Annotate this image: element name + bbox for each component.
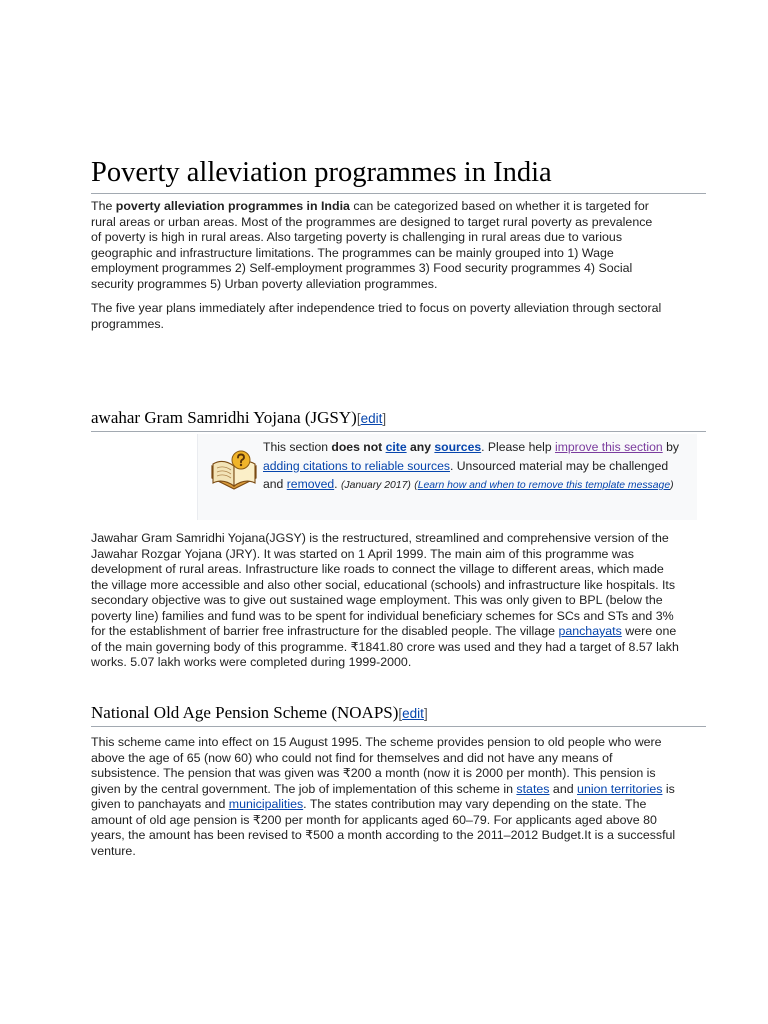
sources-link[interactable]: sources — [434, 440, 482, 454]
learn-remove-template-link[interactable]: Learn how and when to remove this template message — [417, 480, 671, 491]
jgsy-edit-link[interactable]: edit — [360, 411, 383, 426]
improve-section-link[interactable]: improve this section — [555, 440, 663, 454]
noaps-paragraph: This scheme came into effect on 15 August 1995. The scheme provides pension to old people who were above the age of 65 (now 60) who could not find for themselves and did not have any means of subsistence. The pension that was given was ₹200 a month (now it is 2000 per month). This pension is given by the central government. The job of implementation of this scheme in states and union territories is given to panchayats and municipalities. The states contribution may vary depending on the state. The amount of old age pension is ₹200 per month for applicants aged 60–79. For applicants aged above 80 years, the amount has been revised to ₹500 a month according to the 2011–2012 Budget.It is a successful venture. — [91, 735, 676, 858]
panchayats-link[interactable]: panchayats — [558, 624, 622, 638]
page-title: Poverty alleviation programmes in India — [91, 156, 706, 194]
states-link[interactable]: states — [516, 781, 550, 796]
noaps-edit-link[interactable]: edit — [402, 706, 424, 721]
unsourced-notice-box — [197, 434, 697, 520]
intro-text-post: can be categorized based on whether it is targeted for rural areas or urban areas. Most of the programmes are designed to target rural poverty as prevalence of poverty is high in rural areas. Also targeting poverty is challenging in rural areas due to various geographic and infrastructure limitations. The programmes can be mainly grouped into 1) Wage employment programmes 2) Self-employment programmes 3) Food security programmes 4) Social security programmes 5) Urban poverty alleviation programmes. — [91, 199, 653, 291]
jgsy-paragraph: Jawahar Gram Samridhi Yojana(JGSY) is the restructured, streamlined and comprehensive version of the Jawahar Rozgar Yojana (JRY). It was started on 1 April 1999. The main aim of this programme was development of rural areas. Infrastructure like roads to connect the village to different areas, which made the village more accessible and also other social, educational (schools) and infrastructure like hospitals. Its secondary objective was to give out sustained wage employment. This was only given to BPL (below the poverty line) families and fund was to be spent for individual beneficiary schemes for SCs and STs and 3% for the establishment of barrier free infrastructure for the disabled people. The village panchayats were one of the main governing body of this programme. ₹1841.80 crore was used and they had a target of 8.57 lakh works. 5.07 lakh works were completed during 1999-2000. — [91, 531, 679, 669]
municipalities-link[interactable]: municipalities — [228, 797, 304, 811]
book-question-icon — [208, 448, 260, 492]
intro-text-pre: The — [91, 199, 116, 213]
jgsy-heading-text: awahar Gram Samridhi Yojana (JGSY) — [91, 408, 357, 427]
section-heading-noaps — [91, 703, 706, 727]
cite-link[interactable]: cite — [385, 440, 407, 454]
removed-link[interactable]: removed — [286, 477, 335, 491]
notice-message: This section does not cite any sources. Please help improve this section by adding citations to reliable sources. Unsourced material may be challenged and removed. (January 2017) (Learn how and when to remove this template message) — [263, 440, 679, 491]
intro-bold-term: poverty alleviation programmes in India — [115, 199, 350, 213]
five-year-plans-paragraph: The five year plans immediately after independence tried to focus on poverty alleviation through sectoral programmes. — [91, 301, 662, 331]
noaps-edit-section: [edit] — [398, 706, 428, 721]
adding-citations-link[interactable]: adding citations to reliable sources — [263, 458, 450, 473]
intro-paragraph — [91, 199, 663, 292]
union-territories-link[interactable]: union territories — [577, 781, 663, 796]
jgsy-edit-section: [edit] — [356, 411, 387, 426]
noaps-heading-text: National Old Age Pension Scheme (NOAPS) — [91, 703, 399, 722]
section-heading-jgsy — [91, 408, 706, 432]
notice-date: (January 2017) — [340, 480, 411, 491]
